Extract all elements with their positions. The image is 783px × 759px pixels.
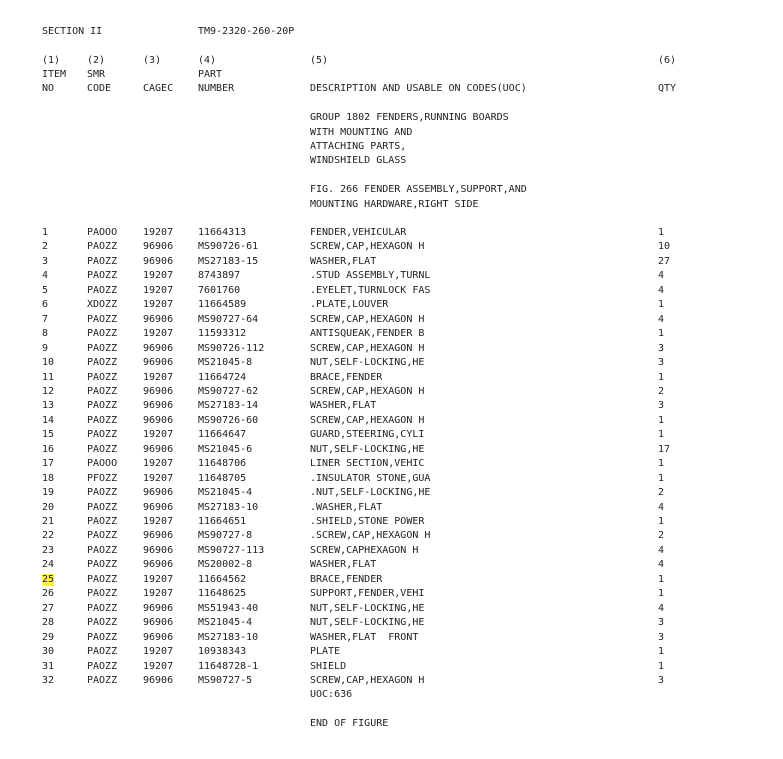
figure-line: FIG. 266 FENDER ASSEMBLY,SUPPORT,AND — [310, 184, 527, 195]
quantity-cell: 1 — [658, 372, 665, 383]
description-cell: GUARD,STEERING,CYLI — [310, 429, 425, 440]
col-header-item: ITEM — [42, 69, 67, 80]
col-header-item: (1) — [42, 55, 61, 66]
smr-code-cell: PAOZZ — [87, 516, 118, 527]
description-cell: SCREW,CAP,HEXAGON H — [310, 241, 425, 252]
cagec-cell: 19207 — [143, 299, 174, 310]
cagec-cell: 19207 — [143, 516, 174, 527]
item-no-cell: 22 — [42, 530, 55, 541]
part-number-cell: 11648625 — [198, 588, 247, 599]
smr-code-cell: PAOZZ — [87, 574, 118, 585]
quantity-cell: 3 — [658, 675, 665, 686]
cagec-cell: 19207 — [143, 328, 174, 339]
part-number-cell: MS90727-64 — [198, 314, 259, 325]
quantity-cell: 3 — [658, 343, 665, 354]
cagec-cell: 96906 — [143, 241, 174, 252]
part-number-cell: 11648728-1 — [198, 661, 259, 672]
col-header-desc: DESCRIPTION AND USABLE ON CODES(UOC) — [310, 83, 527, 94]
part-number-cell: MS90727-62 — [198, 386, 259, 397]
cagec-cell: 19207 — [143, 227, 174, 238]
part-number-cell: 11664651 — [198, 516, 247, 527]
col-header-part: PART — [198, 69, 223, 80]
cagec-cell: 96906 — [143, 400, 174, 411]
col-header-smr: CODE — [87, 83, 112, 94]
cagec-cell: 96906 — [143, 357, 174, 368]
description-cell: .WASHER,FLAT — [310, 502, 383, 513]
part-number-cell: MS90726-60 — [198, 415, 259, 426]
cagec-cell: 96906 — [143, 444, 174, 455]
item-no-cell: 29 — [42, 632, 55, 643]
description-cell: ANTISQUEAK,FENDER B — [310, 328, 425, 339]
cagec-cell: 96906 — [143, 632, 174, 643]
description-cell: LINER SECTION,VEHIC — [310, 458, 425, 469]
quantity-cell: 3 — [658, 617, 665, 628]
smr-code-cell: PAOZZ — [87, 256, 118, 267]
item-no-cell: 1 — [42, 227, 49, 238]
item-no-cell: 15 — [42, 429, 55, 440]
cagec-cell: 96906 — [143, 415, 174, 426]
quantity-cell: 1 — [658, 429, 665, 440]
description-cell: NUT,SELF-LOCKING,HE — [310, 603, 425, 614]
part-number-cell: 10938343 — [198, 646, 247, 657]
group-line: GROUP 1802 FENDERS,RUNNING BOARDS — [310, 112, 509, 123]
item-no-cell: 32 — [42, 675, 55, 686]
col-header-qty: (6) — [658, 55, 677, 66]
cagec-cell: 96906 — [143, 502, 174, 513]
quantity-cell: 1 — [658, 299, 665, 310]
part-number-cell: 11648705 — [198, 473, 247, 484]
item-no-cell: 11 — [42, 372, 55, 383]
cagec-cell: 19207 — [143, 588, 174, 599]
item-no-cell: 9 — [42, 343, 49, 354]
quantity-cell: 2 — [658, 386, 665, 397]
quantity-cell: 3 — [658, 357, 665, 368]
part-number-cell: MS90726-61 — [198, 241, 259, 252]
part-number-cell: 11664562 — [198, 574, 247, 585]
smr-code-cell: PAOZZ — [87, 285, 118, 296]
col-header-cagec: CAGEC — [143, 83, 174, 94]
quantity-cell: 2 — [658, 530, 665, 541]
description-cell: SHIELD — [310, 661, 347, 672]
smr-code-cell: PAOZZ — [87, 487, 118, 498]
item-no-cell: 27 — [42, 603, 55, 614]
item-no-cell: 30 — [42, 646, 55, 657]
smr-code-cell: PAOZZ — [87, 444, 118, 455]
description-cell: .INSULATOR STONE,GUA — [310, 473, 431, 484]
description-cell: WASHER,FLAT — [310, 256, 377, 267]
smr-code-cell: PAOZZ — [87, 646, 118, 657]
quantity-cell: 2 — [658, 487, 665, 498]
cagec-cell: 96906 — [143, 559, 174, 570]
quantity-cell: 1 — [658, 661, 665, 672]
description-cell: .SCREW,CAP,HEXAGON H — [310, 530, 431, 541]
cagec-cell: 19207 — [143, 458, 174, 469]
part-number-cell: MS90727-8 — [198, 530, 253, 541]
description-cell: SCREW,CAP,HEXAGON H — [310, 386, 425, 397]
item-no-cell: 20 — [42, 502, 55, 513]
item-no-cell: 3 — [42, 256, 49, 267]
item-no-cell: 6 — [42, 299, 49, 310]
quantity-cell: 1 — [658, 646, 665, 657]
part-number-cell: MS27183-10 — [198, 502, 259, 513]
part-number-cell: 11648706 — [198, 458, 247, 469]
smr-code-cell: PAOZZ — [87, 502, 118, 513]
part-number-cell: 8743897 — [198, 270, 241, 281]
quantity-cell: 4 — [658, 502, 665, 513]
description-cell: BRACE,FENDER — [310, 372, 383, 383]
cagec-cell: 96906 — [143, 256, 174, 267]
cagec-cell: 96906 — [143, 530, 174, 541]
smr-code-cell: PAOZZ — [87, 632, 118, 643]
item-no-cell: 16 — [42, 444, 55, 455]
col-header-cagec: (3) — [143, 55, 162, 66]
smr-code-cell: PAOZZ — [87, 400, 118, 411]
col-header-item: NO — [42, 83, 55, 94]
smr-code-cell: PAOZZ — [87, 386, 118, 397]
smr-code-cell: PAOZZ — [87, 357, 118, 368]
description-cell: WASHER,FLAT — [310, 559, 377, 570]
item-no-cell: 21 — [42, 516, 55, 527]
item-no-cell: 14 — [42, 415, 55, 426]
part-number-cell: 11664724 — [198, 372, 247, 383]
cagec-cell: 19207 — [143, 285, 174, 296]
col-header-part: NUMBER — [198, 83, 235, 94]
quantity-cell: 17 — [658, 444, 671, 455]
smr-code-cell: PAOZZ — [87, 270, 118, 281]
description-cell: .EYELET,TURNLOCK FAS — [310, 285, 431, 296]
smr-code-cell: XDOZZ — [87, 299, 118, 310]
part-number-cell: MS21045-6 — [198, 444, 253, 455]
figure-line: MOUNTING HARDWARE,RIGHT SIDE — [310, 199, 479, 210]
description-cell: .SHIELD,STONE POWER — [310, 516, 425, 527]
smr-code-cell: PAOZZ — [87, 530, 118, 541]
cagec-cell: 19207 — [143, 661, 174, 672]
cagec-cell: 96906 — [143, 343, 174, 354]
smr-code-cell: PAOZZ — [87, 661, 118, 672]
smr-code-cell: PAOZZ — [87, 617, 118, 628]
cagec-cell: 96906 — [143, 617, 174, 628]
end-of-figure: END OF FIGURE — [310, 718, 389, 729]
item-no-cell: 12 — [42, 386, 55, 397]
part-number-cell: MS21045-4 — [198, 617, 253, 628]
part-number-cell: MS27183-15 — [198, 256, 259, 267]
smr-code-cell: PAOZZ — [87, 675, 118, 686]
quantity-cell: 4 — [658, 603, 665, 614]
smr-code-cell: PAOZZ — [87, 328, 118, 339]
part-number-cell: MS27183-14 — [198, 400, 259, 411]
smr-code-cell: PAOZZ — [87, 241, 118, 252]
quantity-cell: 4 — [658, 270, 665, 281]
description-cell: FENDER,VEHICULAR — [310, 227, 407, 238]
item-no-cell: 23 — [42, 545, 55, 556]
smr-code-cell: PAOZZ — [87, 314, 118, 325]
item-no-cell: 24 — [42, 559, 55, 570]
item-no-cell: 19 — [42, 487, 55, 498]
item-no-cell: 26 — [42, 588, 55, 599]
item-no-cell: 4 — [42, 270, 49, 281]
item-no-cell: 28 — [42, 617, 55, 628]
smr-code-cell: PAOZZ — [87, 603, 118, 614]
cagec-cell: 19207 — [143, 429, 174, 440]
description-cell: WASHER,FLAT — [310, 400, 377, 411]
smr-code-cell: PFOZZ — [87, 473, 118, 484]
item-no-cell: 8 — [42, 328, 49, 339]
smr-code-cell: PAOOO — [87, 227, 118, 238]
cagec-cell: 19207 — [143, 372, 174, 383]
section-label: SECTION II — [42, 26, 103, 37]
group-line: WITH MOUNTING AND — [310, 127, 413, 138]
item-no-cell: 17 — [42, 458, 55, 469]
quantity-cell: 3 — [658, 632, 665, 643]
part-number-cell: 11593312 — [198, 328, 247, 339]
col-header-desc: (5) — [310, 55, 329, 66]
quantity-cell: 27 — [658, 256, 671, 267]
quantity-cell: 3 — [658, 400, 665, 411]
quantity-cell: 1 — [658, 574, 665, 585]
manual-number: TM9-2320-260-20P — [198, 26, 295, 37]
item-no-cell: 25 — [42, 574, 55, 585]
quantity-cell: 4 — [658, 559, 665, 570]
quantity-cell: 4 — [658, 285, 665, 296]
smr-code-cell: PAOZZ — [87, 415, 118, 426]
part-number-cell: 7601760 — [198, 285, 241, 296]
description-cell: BRACE,FENDER — [310, 574, 383, 585]
item-no-cell: 10 — [42, 357, 55, 368]
description-cell: NUT,SELF-LOCKING,HE — [310, 357, 425, 368]
smr-code-cell: PAOZZ — [87, 559, 118, 570]
description-cell: NUT,SELF-LOCKING,HE — [310, 444, 425, 455]
col-header-part: (4) — [198, 55, 217, 66]
cagec-cell: 19207 — [143, 646, 174, 657]
cagec-cell: 19207 — [143, 473, 174, 484]
description-cell: WASHER,FLAT FRONT — [310, 632, 419, 643]
part-number-cell: MS90727-113 — [198, 545, 265, 556]
part-number-cell: MS21045-4 — [198, 487, 253, 498]
description-cell: SCREW,CAP,HEXAGON H — [310, 343, 425, 354]
part-number-cell: MS90726-112 — [198, 343, 265, 354]
description-cell: PLATE — [310, 646, 341, 657]
smr-code-cell: PAOZZ — [87, 429, 118, 440]
cagec-cell: 96906 — [143, 314, 174, 325]
col-header-qty: QTY — [658, 83, 677, 94]
group-line: WINDSHIELD GLASS — [310, 155, 407, 166]
item-no-cell: 7 — [42, 314, 49, 325]
cagec-cell: 96906 — [143, 603, 174, 614]
quantity-cell: 1 — [658, 458, 665, 469]
quantity-cell: 1 — [658, 588, 665, 599]
item-no-cell: 31 — [42, 661, 55, 672]
quantity-cell: 4 — [658, 545, 665, 556]
cagec-cell: 96906 — [143, 545, 174, 556]
cagec-cell: 96906 — [143, 386, 174, 397]
part-number-cell: MS27183-10 — [198, 632, 259, 643]
part-number-cell: 11664589 — [198, 299, 247, 310]
cagec-cell: 96906 — [143, 675, 174, 686]
quantity-cell: 1 — [658, 227, 665, 238]
col-header-smr: SMR — [87, 69, 106, 80]
part-number-cell: 11664647 — [198, 429, 247, 440]
description-cell: .NUT,SELF-LOCKING,HE — [310, 487, 431, 498]
part-number-cell: MS21045-8 — [198, 357, 253, 368]
cagec-cell: 96906 — [143, 487, 174, 498]
quantity-cell: 1 — [658, 328, 665, 339]
description-cell: .STUD ASSEMBLY,TURNL — [310, 270, 431, 281]
smr-code-cell: PAOOO — [87, 458, 118, 469]
part-number-cell: 11664313 — [198, 227, 247, 238]
item-no-cell: 13 — [42, 400, 55, 411]
quantity-cell: 10 — [658, 241, 671, 252]
group-line: ATTACHING PARTS, — [310, 141, 407, 152]
description-cell: .PLATE,LOUVER — [310, 299, 389, 310]
part-number-cell: MS20002-8 — [198, 559, 253, 570]
description-cell: SCREW,CAPHEXAGON H — [310, 545, 419, 556]
part-number-cell: MS90727-5 — [198, 675, 253, 686]
quantity-cell: 1 — [658, 516, 665, 527]
smr-code-cell: PAOZZ — [87, 372, 118, 383]
item-no-cell: 5 — [42, 285, 49, 296]
quantity-cell: 1 — [658, 415, 665, 426]
description-cell: SCREW,CAP,HEXAGON H — [310, 415, 425, 426]
cagec-cell: 19207 — [143, 270, 174, 281]
description-cell: SCREW,CAP,HEXAGON H — [310, 675, 425, 686]
description-cell: NUT,SELF-LOCKING,HE — [310, 617, 425, 628]
item-no-cell: 18 — [42, 473, 55, 484]
uoc-label: UOC:636 — [310, 689, 353, 700]
description-cell: SCREW,CAP,HEXAGON H — [310, 314, 425, 325]
quantity-cell: 1 — [658, 473, 665, 484]
col-header-smr: (2) — [87, 55, 106, 66]
part-number-cell: MS51943-40 — [198, 603, 259, 614]
smr-code-cell: PAOZZ — [87, 343, 118, 354]
description-cell: SUPPORT,FENDER,VEHI — [310, 588, 425, 599]
cagec-cell: 19207 — [143, 574, 174, 585]
smr-code-cell: PAOZZ — [87, 588, 118, 599]
smr-code-cell: PAOZZ — [87, 545, 118, 556]
quantity-cell: 4 — [658, 314, 665, 325]
item-no-cell: 2 — [42, 241, 49, 252]
